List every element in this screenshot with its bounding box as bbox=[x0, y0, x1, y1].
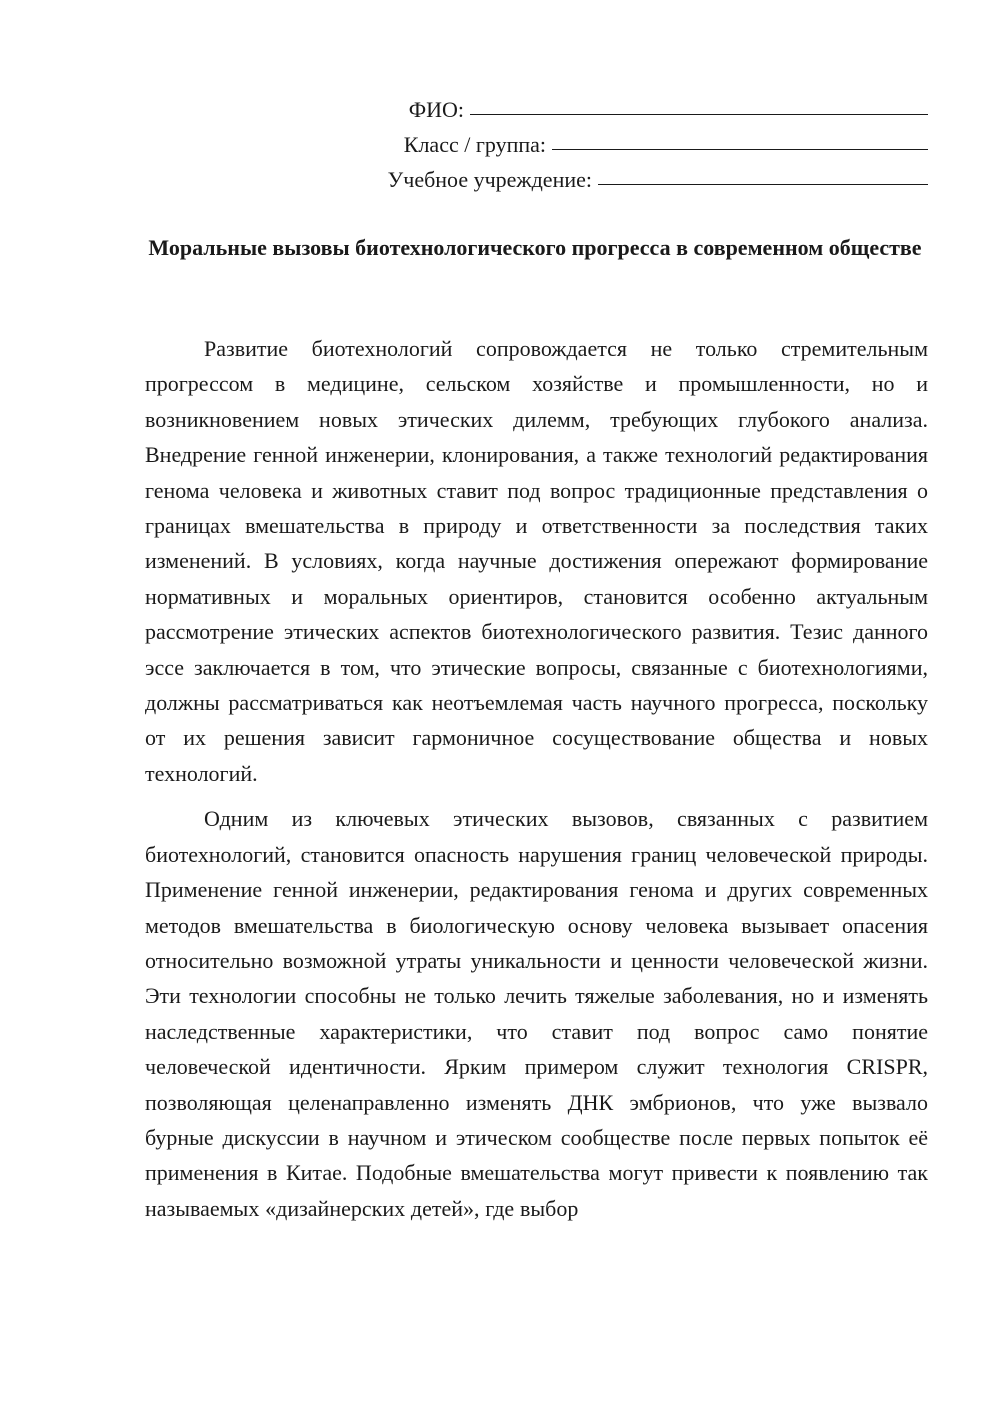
class-blank-line bbox=[552, 129, 928, 150]
student-info-header bbox=[360, 92, 928, 197]
school-label: Учебное учреждение: bbox=[387, 167, 592, 192]
school-blank-line bbox=[598, 164, 928, 185]
fio-blank-line bbox=[470, 94, 928, 115]
class-line bbox=[360, 127, 928, 162]
class-label: Класс / группа: bbox=[403, 132, 546, 157]
fio-line bbox=[360, 92, 928, 127]
school-line bbox=[360, 162, 928, 197]
paragraph-1: Развитие биотехнологий сопровождается не только стремительным прогрессом в медицине, сельском хозяйстве и промышленности, но и возникновением новых этических дилемм, требующих глубокого анализа. Внедрение генной инженерии, клонирования, а также технологий редактирования генома человека и животных ставит под вопрос традиционные представления о границах вмешательства в природу и ответственности за последствия таких изменений. В условиях, когда научные достижения опережают формирование нормативных и моральных ориентиров, становится особенно актуальным рассмотрение этических аспектов биотехнологического развития. Тезис данного эссе заключается в том, что этические вопросы, связанные с биотехнологиями, должны рассматриваться как неотъемлемая часть научного прогресса, поскольку от их решения зависит гармоничное сосуществование общества и новых технологий. bbox=[145, 336, 928, 786]
essay-body bbox=[145, 331, 928, 1226]
paragraph-2: Одним из ключевых этических вызовов, связанных с развитием биотехнологий, становится опасность нарушения границ человеческой природы. Применение генной инженерии, редактирования генома и других современных методов вмешательства в биологическую основу человека вызывает опасения относительно возможной утраты уникальности и ценности человеческой жизни. Эти технологии способны не только лечить тяжелые заболевания, но и изменять наследственные характеристики, что ставит под вопрос само понятие человеческой идентичности. Ярким примером служит технология CRISPR, позволяющая целенаправленно изменять ДНК эмбрионов, что уже вызвало бурные дискуссии в научном и этическом сообществе после первых попыток её применения в Китае. Подобные вмешательства могут привести к появлению так называемых «дизайнерских детей», где выбор bbox=[145, 806, 928, 1221]
fio-label: ФИО: bbox=[408, 97, 464, 122]
essay-title: Моральные вызовы биотехнологического прогресса в современном обществе bbox=[148, 235, 922, 260]
